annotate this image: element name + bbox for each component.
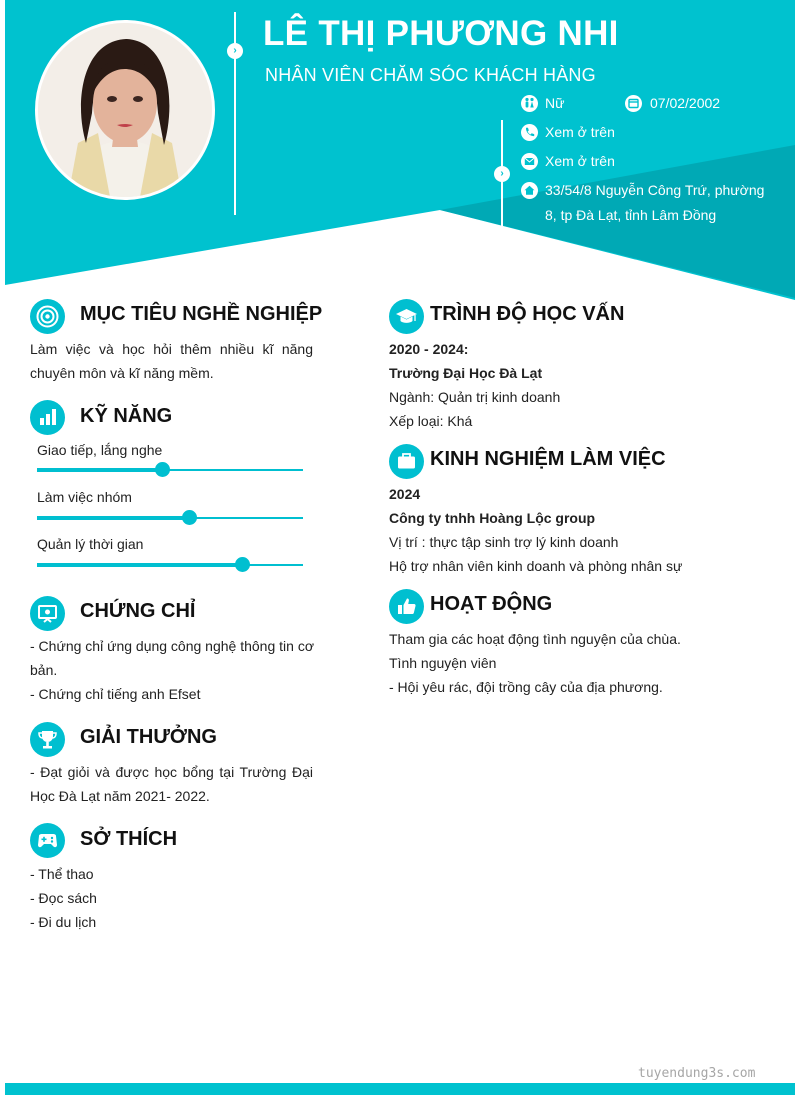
awards-title: GIẢI THƯỞNG: [80, 726, 217, 748]
candidate-name: LÊ THỊ PHƯƠNG NHI: [263, 14, 619, 53]
education-period: 2020 - 2024:: [389, 341, 469, 357]
hobby-item: - Đi du lịch: [30, 914, 97, 930]
address-line-1: 33/54/8 Nguyễn Công Trứ, phường: [545, 182, 765, 198]
experience-duty: Hộ trợ nhân viên kinh doanh và phòng nhân sự: [389, 558, 683, 574]
gender-icon: [521, 95, 538, 112]
hobbies-title: SỞ THÍCH: [80, 828, 178, 850]
skill-bar-knob: [235, 557, 250, 572]
gamepad-icon: [30, 823, 65, 858]
skills-title: KỸ NĂNG: [80, 405, 173, 427]
footer-bar: [5, 1083, 795, 1095]
experience-company: Công ty tnhh Hoàng Lộc group: [389, 510, 596, 526]
address-line-2: 8, tp Đà Lạt, tỉnh Lâm Đồng: [545, 207, 717, 223]
education-major: Ngành: Quản trị kinh doanh: [389, 389, 561, 405]
skill-bar-fill: [37, 468, 162, 472]
watermark: tuyendung3s.com: [638, 1066, 756, 1081]
home-icon: [521, 182, 538, 199]
skill-bar-knob: [182, 510, 197, 525]
experience-position: Vị trí : thực tập sinh trợ lý kinh doanh: [389, 534, 619, 550]
target-icon: [30, 299, 65, 334]
experience-year: 2024: [389, 486, 421, 502]
objective-text: Làm việc và học hỏi thêm nhiều kĩ năng chuyên môn và kĩ năng mềm.: [30, 341, 313, 381]
graduation-cap-icon: [389, 299, 424, 334]
briefcase-icon: [389, 444, 424, 479]
certificates-title: CHỨNG CHỈ: [80, 600, 196, 622]
awards-text: - Đạt giỏi và được học bổng tại Trường Đại Học Đà Lạt năm 2021- 2022.: [30, 764, 313, 804]
job-title: NHÂN VIÊN CHĂM SÓC KHÁCH HÀNG: [265, 65, 596, 85]
chevron-right-icon: ›: [494, 166, 510, 182]
bar-chart-icon: [30, 400, 65, 435]
avatar: [35, 20, 215, 200]
cv-header: [5, 0, 795, 300]
education-grade: Xếp loại: Khá: [389, 413, 473, 429]
activities-title: HOẠT ĐỘNG: [430, 593, 553, 615]
skill-bar-fill: [37, 516, 189, 520]
chevron-right-icon: ›: [227, 43, 243, 59]
skill-label: Giao tiếp, lắng nghe: [37, 442, 163, 458]
trophy-icon: [30, 722, 65, 757]
education-school: Trường Đại Học Đà Lạt: [389, 365, 543, 381]
certificate-item: - Chứng chỉ tiếng anh Efset: [30, 686, 201, 702]
phone-icon: [521, 124, 538, 141]
phone-value: Xem ở trên: [545, 124, 615, 140]
portrait-icon: [38, 23, 212, 197]
birthdate-value: 07/02/2002: [650, 95, 721, 111]
education-title: TRÌNH ĐỘ HỌC VẤN: [430, 303, 625, 325]
certificate-icon: [30, 596, 65, 631]
objective-title: MỤC TIÊU NGHỀ NGHIỆP: [80, 303, 323, 325]
skill-bar: [37, 564, 303, 566]
hobby-item: - Thể thao: [30, 866, 94, 882]
email-value: Xem ở trên: [545, 153, 615, 169]
calendar-icon: [625, 95, 642, 112]
skill-bar-fill: [37, 563, 242, 567]
email-icon: [521, 153, 538, 170]
skill-label: Làm việc nhóm: [37, 489, 132, 505]
activity-item: Tham gia các hoạt động tình nguyện của chùa.: [389, 631, 681, 647]
skill-bar-knob: [155, 462, 170, 477]
activity-item: - Hội yêu rác, đội trồng cây của địa phương.: [389, 679, 663, 695]
experience-title: KINH NGHIỆM LÀM VIỆC: [430, 448, 666, 470]
skill-bar: [37, 469, 303, 471]
certificate-item: - Chứng chỉ ứng dụng công nghệ thông tin cơ bản.: [30, 638, 314, 678]
activity-item: Tình nguyện viên: [389, 655, 497, 671]
thumbs-up-icon: [389, 589, 424, 624]
gender-value: Nữ: [545, 95, 565, 111]
hobby-item: - Đọc sách: [30, 890, 97, 906]
skill-bar: [37, 517, 303, 519]
skill-label: Quản lý thời gian: [37, 536, 144, 552]
